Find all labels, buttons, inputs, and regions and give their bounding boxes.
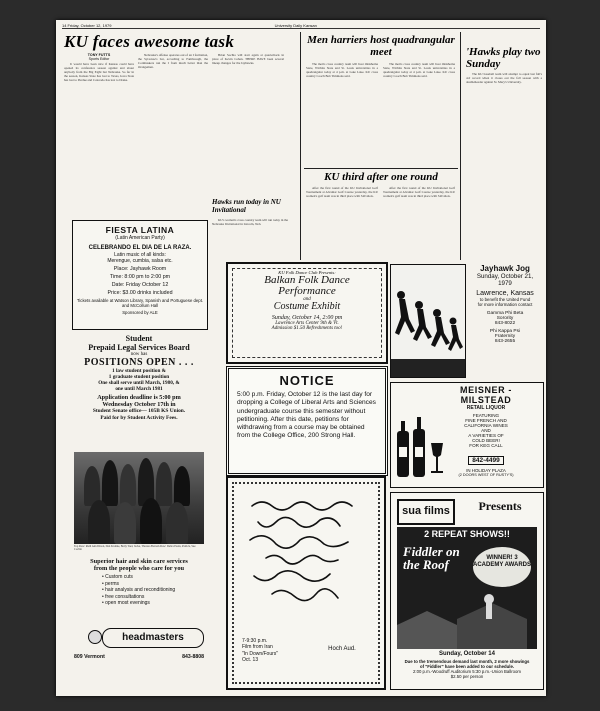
folk-place-2: Admission $1.50 Refreshments too! <box>271 326 343 331</box>
notice-title: NOTICE <box>279 373 335 388</box>
folk-title-4: Costume Exhibit <box>273 301 341 312</box>
persian-script-art-icon <box>242 492 370 612</box>
fiesta-sponsor: Sponsored by ALE <box>122 310 158 316</box>
persian-time: 7-9:30 p.m. <box>242 638 268 644</box>
headmasters-contact <box>74 654 204 660</box>
headmasters-logo-icon <box>88 630 102 644</box>
persian-hall: Hoch Aud. <box>328 646 356 652</box>
sua-due-1: Due to the tremendous demand last month, 2 more showings <box>404 659 530 664</box>
meisner-line-6: FOR KEG CALL <box>469 443 503 448</box>
jog-contact-1-phone: 843-8022 <box>494 321 516 326</box>
persian-date: Oct. 13 <box>242 657 259 664</box>
fiesta-music: Latin music of all kinds: <box>114 252 166 258</box>
legal-title-2: Prepaid Legal Services Board <box>88 343 190 352</box>
legal-deadline-3: Student Senate office— 105B KS Union. <box>92 408 186 414</box>
ad-jayhawk-jog <box>468 264 542 376</box>
fiesta-title: FIESTA LATINA <box>105 225 175 235</box>
meisner-title-2: MILSTEAD <box>460 395 512 405</box>
fiesta-place: Place: Jayhawk Room <box>113 266 167 272</box>
meisner-title-1: MEISNER - <box>460 385 512 395</box>
ad-fiesta-latina <box>72 220 208 330</box>
meisner-featuring: FEATURING <box>472 413 500 418</box>
meisner-location-2: (2 DOORS WEST OF RUSTY'S) <box>458 473 514 477</box>
sua-times: 2:00 p.m.-Woodruff Auditorium 5:30 p.m.-Union Ballroom <box>412 669 522 674</box>
folio-paper-name: University Daily Kansan <box>274 23 317 28</box>
folk-title-2: Performance <box>278 285 336 297</box>
ad-balkan-folk-dance <box>226 262 388 364</box>
folk-title-1: Balkan Folk Dance <box>264 274 350 286</box>
fiesta-subtitle: (Latin American Party) <box>115 235 165 241</box>
meisner-line-1: FINE FRENCH AND <box>465 418 507 423</box>
legal-deadline-1: Application deadline is 5:00 pm <box>97 394 181 401</box>
meisner-location-1: IN HOLIDAY PLAZA <box>466 468 506 473</box>
sua-due-2: of "Fiddler" have been added to our schedule. <box>419 664 515 669</box>
headline-hawks-run: Hawks run today in NU Invitational <box>212 198 281 214</box>
article-harriers-col1 <box>306 62 378 162</box>
ad-legal-services <box>72 334 206 442</box>
meisner-line-2: CALIFORNIA WINES <box>464 423 508 428</box>
sua-date: Sunday, October 14 <box>439 651 495 657</box>
fiesta-styles: Merengue, cumbia, salsa etc. <box>107 258 173 264</box>
runners-icon <box>391 265 465 377</box>
headline-harriers: Men harriers host quadrangular meet <box>307 34 455 58</box>
headmasters-services <box>72 574 206 607</box>
legal-positions: POSITIONS OPEN . . . <box>84 357 194 368</box>
folk-date: Sunday, October 14, 2:00 pm <box>271 315 343 321</box>
headline-ku-third: KU third after one round <box>324 171 438 183</box>
fiesta-celebrate: CELEBRANDO EL DIA DE LA RAZA. <box>88 245 192 251</box>
meisner-title-3: RETAIL LIQUOR <box>466 405 506 411</box>
meisner-line-5: COLD BEER! <box>472 438 500 443</box>
article-ku-col2-text: Nebraska's offense operates out of an I formation, the Syracuse's bar, according to Fambrough, the Cornhuskers run the I from much better than the Orangemen. <box>138 53 208 70</box>
article-harriers-text: The men's cross country team will host Oklahoma State, Wichita State and St. Louis universities in a quadrangular today at 4 p.m. at Lake Lake. KU cross country Coach Bob Timmons said. <box>306 62 378 79</box>
sua-winner-badge: WINNER! 3 ACADEMY AWARDS <box>473 547 531 587</box>
article-hawks-two-text: The KU baseball team will attempt to equal last fall's 4-0 record when it closes out the fall season with a doubleheader against St. Mary's University. <box>466 72 542 85</box>
folk-presents: KU Folk Dance Club Presents: <box>278 270 336 275</box>
headmasters-photo-caption: Top Row: Ruth Ann Dixon, Dan Krohne, Betty Tuel, Jacka, Therasa Bottom Row: Debra Paula, Patrick, Sue Corbin <box>74 545 196 552</box>
jog-title-2: Sunday, October 21, <box>476 273 534 280</box>
section-rule <box>304 168 458 169</box>
article-harriers-text-2: The men's cross country team will host Oklahoma State, Wichita State and St. Louis universities in a quadrangular today at 4 p.m. at Lake Lake. KU cross country Coach Bob Timmons said. <box>383 62 455 79</box>
article-third-text: After the first round of the KU Invitational Golf Tournament at Alvamar Golf Course yesterday, the KU women's golf team was in third place with 340 shots. <box>306 186 378 199</box>
article-ku-col2 <box>138 53 208 212</box>
headmasters-address: 809 Vermont <box>74 654 105 660</box>
legal-line-2: 1 graduate student position <box>108 374 170 380</box>
folk-place-1: Lawrence Arts Center 9th & Vt. <box>275 321 339 326</box>
persian-place: "In Down/Fours" <box>242 650 279 657</box>
notice-body: 5:00 p.m. Friday, October 12 is the last day for dropping a College of Liberal Arts and Sciences undergraduate course this semester without petitioning. After this date, petitions for withdrawing from a course may be obtained from the College Office, 200 Strong Hall. <box>237 391 376 440</box>
legal-title-1: Student <box>125 334 153 343</box>
ad-sua-films <box>390 492 544 690</box>
notice-box <box>226 366 388 476</box>
article-hawks-run-text: KU's women's cross country team will run today in the Nebraska Invitational in Lincoln, Neb. <box>212 218 288 227</box>
fiddler-rooftop-icon <box>397 591 537 649</box>
meisner-line-4: A VARIETIES OF <box>468 433 504 438</box>
article-ku-col3-text: Brian Sochia will start again at quarterback in place of Kevin Cohen. THERE HAVE been several lineup changes for the Jayhawks. <box>212 53 284 66</box>
jog-place: Lawrence, Kansas <box>476 290 534 297</box>
sua-repeat: 2 REPEAT SHOWS!! <box>424 529 510 539</box>
article-harriers-col2 <box>383 62 455 162</box>
ad-meisner-milstead <box>390 382 544 488</box>
article-third-col1 <box>306 186 378 256</box>
article-hawks-two <box>466 72 542 257</box>
fiesta-time: Time: 8:00 pm to 2:00 pm <box>109 274 171 280</box>
legal-now-has: now has <box>130 352 148 357</box>
headmasters-staff-photo <box>74 452 204 544</box>
article-third-col2 <box>383 186 455 256</box>
jog-contact-2: Phi Kappa Psi <box>489 329 521 334</box>
sua-presents: Presents <box>478 499 522 513</box>
newspaper-page <box>56 20 546 696</box>
legal-line-4: one until March 1981 <box>115 386 163 392</box>
fiddler-poster <box>397 527 537 649</box>
ad-persian-film <box>226 476 386 690</box>
jog-title-3: 1979 <box>498 280 512 287</box>
headline-ku-awesome: KU faces awesome task <box>64 32 235 51</box>
jog-contact-1-type: Sorority <box>496 316 514 321</box>
article-ku-col1-text: It would have been nice if Kansas could have opened its conference season against and about anybody from the Big Eight but Nebraska. So far in the season, Kansas State has lost to Texas, Iowa State has lost to Purdue and Colorado has lost to Drake. <box>64 62 134 83</box>
legal-line-3: One shall serve until March, 1980, & <box>98 380 180 386</box>
fiesta-date: Date: Friday October 12 <box>111 282 169 288</box>
headmasters-service-2: • perms <box>102 580 120 587</box>
legal-paid: Paid for by Student Activity Fees. <box>100 415 178 421</box>
fiesta-price: Price: $3.00 drinks included <box>107 290 173 296</box>
headmasters-title-2: from the people who care for you <box>93 565 185 572</box>
headmasters-service-4: • free consultations <box>102 593 145 600</box>
sua-logo: sua films <box>397 499 455 525</box>
sua-price: $2.50 per person <box>450 674 484 679</box>
jog-title-1: Jayhawk Jog <box>480 264 530 273</box>
jog-info: for more information contact <box>477 302 533 307</box>
headmasters-logo: headmasters <box>102 628 204 648</box>
legal-line-1: 1 law student position & <box>112 368 166 374</box>
headmasters-service-5: • open most evenings <box>102 600 150 607</box>
article-third-text-2: After the first round of the KU Invitational Golf Tournament at Alvamar Golf Course yesterday, the KU women's golf team was in third place with 340 shots. <box>383 186 455 199</box>
folio-page-date: 14 Friday, October 12, 1979 <box>62 23 112 28</box>
folk-title-3: and <box>303 297 311 302</box>
article-ku-col1 <box>64 62 134 212</box>
jog-contact-1: Gamma Phi Beta <box>486 311 524 316</box>
ad-headmasters <box>72 558 206 607</box>
jog-benefit: to benefit the United Fund <box>479 297 531 302</box>
fiesta-tickets: Tickets available at Watson Library, Spanish and Portuguese dept. and McCollum Hall <box>76 298 204 309</box>
column-rule <box>300 32 301 260</box>
sua-movie-title: Fiddler on the Roof <box>403 544 460 572</box>
meisner-phone: 842-4499 <box>468 456 503 465</box>
legal-deadline-2: Wednesday October 17th in <box>102 401 176 408</box>
folio-line <box>62 23 540 29</box>
headmasters-service-1: • Custom cuts <box>102 574 133 580</box>
jayhawk-jog-runners-image <box>390 264 466 378</box>
headmasters-title-1: Superior hair and skin care services <box>90 558 188 565</box>
meisner-line-3: AND <box>481 428 491 433</box>
byline-name: TONY FUTTS <box>87 53 111 57</box>
persian-film: Film from Iran <box>242 644 273 651</box>
headline-hawks-two: 'Hawks play two Sunday <box>466 46 541 70</box>
headmasters-service-3: • hair analysis and reconditioning <box>102 587 176 594</box>
article-ku-col3 <box>212 53 284 193</box>
jog-contact-2-phone: 843-2655 <box>494 339 516 344</box>
jog-contact-2-type: Fraternity <box>494 334 516 339</box>
byline-role: Sports Editor <box>88 57 110 61</box>
headmasters-phone: 843-8808 <box>182 654 204 660</box>
column-rule-2 <box>460 32 461 260</box>
